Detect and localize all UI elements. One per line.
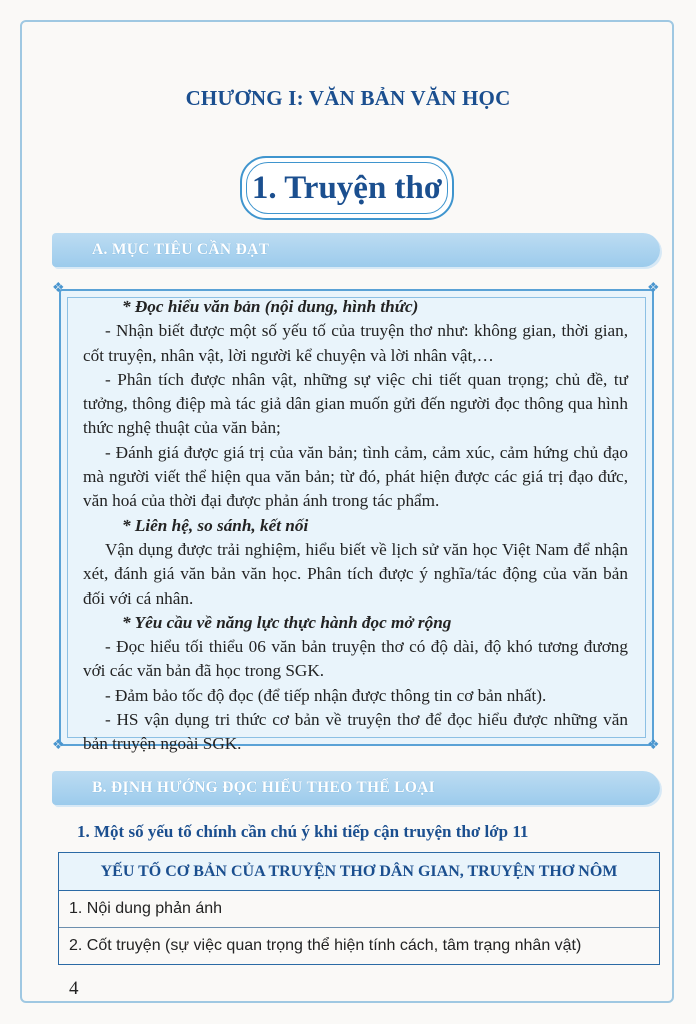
table-header: YẾU TỐ CƠ BẢN CỦA TRUYỆN THƠ DÂN GIAN, TRUYỆN THƠ NÔM [59,853,659,891]
lesson-title-box [240,156,454,220]
goal-paragraph: - Đọc hiểu tối thiểu 06 văn bản truyện thơ có độ dài, độ khó tương đương với các văn bản đã học trong SGK. [83,637,628,681]
section-b-banner [52,771,660,805]
corner-ornament-icon: ❖ [647,738,660,753]
corner-ornament-icon: ❖ [52,738,65,753]
page-number: 4 [69,978,79,999]
goal-paragraph: Vận dụng được trải nghiệm, hiểu biết về lịch sử văn học Việt Nam để nhận xét, đánh giá văn bản văn học. Phân tích được ý nghĩa/tác động của văn bản đối với cá nhân. [83,539,628,608]
goal-heading: * Liên hệ, so sánh, kết nối [122,515,309,535]
goal-paragraph: - Đảm bảo tốc độ đọc (để tiếp nhận được thông tin cơ bản nhất). [105,685,547,705]
elements-table [58,852,660,965]
goal-paragraph: - HS vận dụng tri thức cơ bản về truyện thơ để đọc hiểu được những văn bản truyện ngoài SGK. [83,710,628,754]
section-a-banner [52,233,660,267]
section-a-title: A. MỤC TIÊU CẦN ĐẠT [92,241,270,258]
goals-text [83,295,628,757]
table-row: 2. Cốt truyện (sự việc quan trọng thể hiện tính cách, tâm trạng nhân vật) [69,937,582,954]
table-row: 1. Nội dung phản ánh [59,891,659,928]
lesson-title: 1. Truyện thơ [251,169,443,206]
corner-ornament-icon: ❖ [52,281,65,296]
chapter-title: CHƯƠNG I: VĂN BẢN VĂN HỌC [185,86,511,110]
goal-paragraph: - Nhận biết được một số yếu tố của truyện thơ như: không gian, thời gian, cốt truyện, nhân vật, lời người kể chuyện và lời nhân vật,… [83,321,628,365]
goal-paragraph: - Đánh giá được giá trị của văn bản; tình cảm, cảm xúc, cảm hứng chủ đạo mà người viết thể hiện qua văn bản; từ đó, phát hiện được các giá trị đạo đức, văn hoá của thời đại được phản ánh trong tác phẩm. [83,442,628,511]
goals-box [52,281,660,754]
section-b-title: B. ĐỊNH HƯỚNG ĐỌC HIỂU THEO THỂ LOẠI [92,779,435,796]
goal-heading: * Yêu cầu về năng lực thực hành đọc mở rộng [122,612,452,632]
goal-heading: * Đọc hiểu văn bản (nội dung, hình thức) [122,297,419,316]
corner-ornament-icon: ❖ [647,281,660,296]
subsection-title: 1. Một số yếu tố chính cần chú ý khi tiếp cận truyện thơ lớp 11 [77,822,529,841]
goal-paragraph: - Phân tích được nhân vật, những sự việc chi tiết quan trọng; chủ đề, tư tưởng, thông điệp mà tác giả dân gian muốn gửi đến người đọc thông qua hình thức nghệ thuật của văn bản; [83,369,628,438]
